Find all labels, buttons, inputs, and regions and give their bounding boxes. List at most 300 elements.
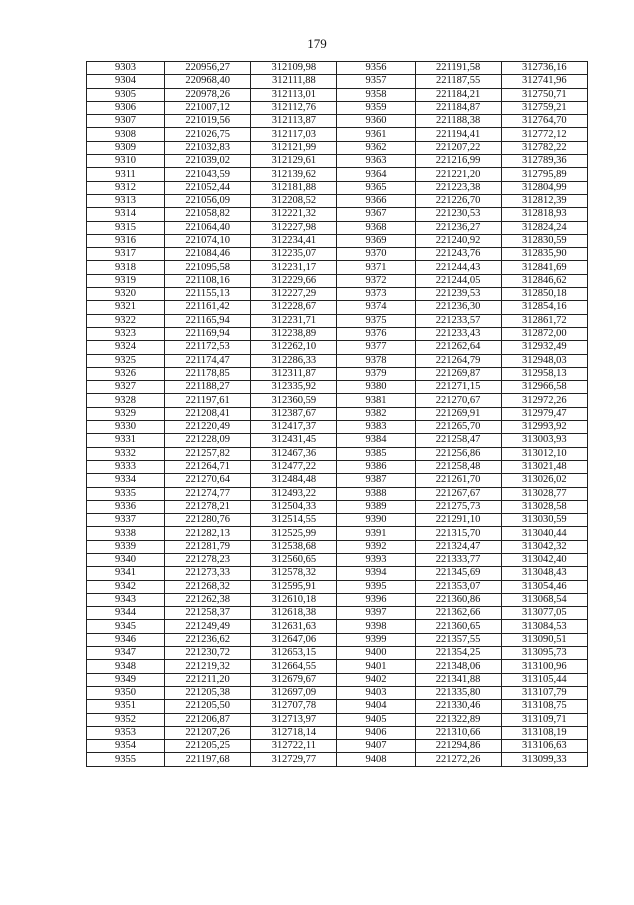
left-y-coordinate-cell: 312121,99 bbox=[251, 141, 337, 154]
table-row bbox=[87, 647, 588, 660]
right-point-number-cell: 9408 bbox=[337, 753, 415, 766]
table-row bbox=[87, 354, 588, 367]
right-point-number-cell: 9391 bbox=[337, 527, 415, 540]
right-point-number-cell: 9368 bbox=[337, 221, 415, 234]
table-row bbox=[87, 115, 588, 128]
right-point-number-cell: 9376 bbox=[337, 327, 415, 340]
right-point-number-cell: 9359 bbox=[337, 101, 415, 114]
left-x-coordinate-cell: 221257,82 bbox=[165, 447, 251, 460]
left-point-number-cell: 9307 bbox=[87, 115, 165, 128]
left-point-number-cell: 9313 bbox=[87, 194, 165, 207]
right-y-coordinate-cell: 313068,54 bbox=[501, 593, 587, 606]
left-x-coordinate-cell: 221278,21 bbox=[165, 500, 251, 513]
left-point-number-cell: 9346 bbox=[87, 633, 165, 646]
right-y-coordinate-cell: 312772,12 bbox=[501, 128, 587, 141]
right-point-number-cell: 9397 bbox=[337, 607, 415, 620]
table-row bbox=[87, 327, 588, 340]
left-x-coordinate-cell: 221205,50 bbox=[165, 700, 251, 713]
table-row bbox=[87, 434, 588, 447]
right-point-number-cell: 9366 bbox=[337, 194, 415, 207]
left-y-coordinate-cell: 312238,89 bbox=[251, 327, 337, 340]
right-x-coordinate-cell: 221310,66 bbox=[415, 726, 501, 739]
left-y-coordinate-cell: 312484,48 bbox=[251, 474, 337, 487]
left-y-coordinate-cell: 312722,11 bbox=[251, 740, 337, 753]
table-row bbox=[87, 633, 588, 646]
right-y-coordinate-cell: 313100,96 bbox=[501, 660, 587, 673]
right-x-coordinate-cell: 221184,87 bbox=[415, 101, 501, 114]
right-x-coordinate-cell: 221265,70 bbox=[415, 421, 501, 434]
right-x-coordinate-cell: 221333,77 bbox=[415, 553, 501, 566]
left-x-coordinate-cell: 220968,40 bbox=[165, 75, 251, 88]
left-y-coordinate-cell: 312514,55 bbox=[251, 514, 337, 527]
left-x-coordinate-cell: 221052,44 bbox=[165, 181, 251, 194]
left-y-coordinate-cell: 312417,37 bbox=[251, 421, 337, 434]
left-point-number-cell: 9347 bbox=[87, 647, 165, 660]
left-y-coordinate-cell: 312493,22 bbox=[251, 487, 337, 500]
left-x-coordinate-cell: 221197,68 bbox=[165, 753, 251, 766]
left-point-number-cell: 9321 bbox=[87, 301, 165, 314]
left-x-coordinate-cell: 221058,82 bbox=[165, 208, 251, 221]
right-y-coordinate-cell: 312812,39 bbox=[501, 194, 587, 207]
right-x-coordinate-cell: 221236,30 bbox=[415, 301, 501, 314]
left-point-number-cell: 9333 bbox=[87, 460, 165, 473]
right-point-number-cell: 9363 bbox=[337, 155, 415, 168]
table-row bbox=[87, 301, 588, 314]
right-x-coordinate-cell: 221239,53 bbox=[415, 288, 501, 301]
table-row bbox=[87, 673, 588, 686]
table-row bbox=[87, 274, 588, 287]
table-row bbox=[87, 726, 588, 739]
left-y-coordinate-cell: 312109,98 bbox=[251, 62, 337, 75]
left-y-coordinate-cell: 312208,52 bbox=[251, 194, 337, 207]
left-x-coordinate-cell: 221207,26 bbox=[165, 726, 251, 739]
right-x-coordinate-cell: 221341,88 bbox=[415, 673, 501, 686]
right-point-number-cell: 9403 bbox=[337, 686, 415, 699]
left-y-coordinate-cell: 312129,61 bbox=[251, 155, 337, 168]
right-y-coordinate-cell: 312795,89 bbox=[501, 168, 587, 181]
right-y-coordinate-cell: 312846,62 bbox=[501, 274, 587, 287]
right-point-number-cell: 9387 bbox=[337, 474, 415, 487]
left-y-coordinate-cell: 312387,67 bbox=[251, 407, 337, 420]
table-row bbox=[87, 580, 588, 593]
right-y-coordinate-cell: 312841,69 bbox=[501, 261, 587, 274]
left-x-coordinate-cell: 221032,83 bbox=[165, 141, 251, 154]
left-x-coordinate-cell: 221039,02 bbox=[165, 155, 251, 168]
left-x-coordinate-cell: 221174,47 bbox=[165, 354, 251, 367]
table-row bbox=[87, 367, 588, 380]
right-x-coordinate-cell: 221236,27 bbox=[415, 221, 501, 234]
left-x-coordinate-cell: 221007,12 bbox=[165, 101, 251, 114]
right-y-coordinate-cell: 312830,59 bbox=[501, 234, 587, 247]
left-x-coordinate-cell: 221282,13 bbox=[165, 527, 251, 540]
left-y-coordinate-cell: 312697,09 bbox=[251, 686, 337, 699]
right-y-coordinate-cell: 312804,99 bbox=[501, 181, 587, 194]
left-y-coordinate-cell: 312227,29 bbox=[251, 288, 337, 301]
left-y-coordinate-cell: 312578,32 bbox=[251, 567, 337, 580]
right-point-number-cell: 9382 bbox=[337, 407, 415, 420]
left-point-number-cell: 9353 bbox=[87, 726, 165, 739]
right-point-number-cell: 9406 bbox=[337, 726, 415, 739]
left-point-number-cell: 9328 bbox=[87, 394, 165, 407]
right-x-coordinate-cell: 221244,05 bbox=[415, 274, 501, 287]
left-point-number-cell: 9318 bbox=[87, 261, 165, 274]
left-point-number-cell: 9344 bbox=[87, 607, 165, 620]
left-point-number-cell: 9326 bbox=[87, 367, 165, 380]
left-x-coordinate-cell: 221197,61 bbox=[165, 394, 251, 407]
right-y-coordinate-cell: 313105,44 bbox=[501, 673, 587, 686]
left-y-coordinate-cell: 312713,97 bbox=[251, 713, 337, 726]
table-row bbox=[87, 62, 588, 75]
left-y-coordinate-cell: 312477,22 bbox=[251, 460, 337, 473]
left-x-coordinate-cell: 221211,20 bbox=[165, 673, 251, 686]
right-y-coordinate-cell: 312854,16 bbox=[501, 301, 587, 314]
table-row bbox=[87, 686, 588, 699]
left-point-number-cell: 9309 bbox=[87, 141, 165, 154]
left-y-coordinate-cell: 312431,45 bbox=[251, 434, 337, 447]
table-row bbox=[87, 660, 588, 673]
right-x-coordinate-cell: 221216,99 bbox=[415, 155, 501, 168]
right-y-coordinate-cell: 312850,18 bbox=[501, 288, 587, 301]
left-y-coordinate-cell: 312560,65 bbox=[251, 553, 337, 566]
right-x-coordinate-cell: 221294,86 bbox=[415, 740, 501, 753]
right-y-coordinate-cell: 312861,72 bbox=[501, 314, 587, 327]
table-row bbox=[87, 553, 588, 566]
right-y-coordinate-cell: 312741,96 bbox=[501, 75, 587, 88]
left-x-coordinate-cell: 221249,49 bbox=[165, 620, 251, 633]
left-point-number-cell: 9330 bbox=[87, 421, 165, 434]
right-x-coordinate-cell: 221230,53 bbox=[415, 208, 501, 221]
right-y-coordinate-cell: 313028,58 bbox=[501, 500, 587, 513]
right-point-number-cell: 9401 bbox=[337, 660, 415, 673]
right-x-coordinate-cell: 221194,41 bbox=[415, 128, 501, 141]
right-y-coordinate-cell: 313077,05 bbox=[501, 607, 587, 620]
table-row bbox=[87, 460, 588, 473]
table-row bbox=[87, 753, 588, 766]
table-body bbox=[87, 62, 588, 767]
right-point-number-cell: 9360 bbox=[337, 115, 415, 128]
left-x-coordinate-cell: 221278,23 bbox=[165, 553, 251, 566]
left-y-coordinate-cell: 312335,92 bbox=[251, 381, 337, 394]
right-x-coordinate-cell: 221243,76 bbox=[415, 248, 501, 261]
table-row bbox=[87, 288, 588, 301]
left-point-number-cell: 9340 bbox=[87, 553, 165, 566]
right-point-number-cell: 9379 bbox=[337, 367, 415, 380]
right-x-coordinate-cell: 221348,06 bbox=[415, 660, 501, 673]
left-x-coordinate-cell: 221084,46 bbox=[165, 248, 251, 261]
left-point-number-cell: 9350 bbox=[87, 686, 165, 699]
right-y-coordinate-cell: 313108,19 bbox=[501, 726, 587, 739]
right-y-coordinate-cell: 313040,44 bbox=[501, 527, 587, 540]
table-row bbox=[87, 514, 588, 527]
right-point-number-cell: 9400 bbox=[337, 647, 415, 660]
right-x-coordinate-cell: 221233,43 bbox=[415, 327, 501, 340]
left-y-coordinate-cell: 312729,77 bbox=[251, 753, 337, 766]
table-row bbox=[87, 381, 588, 394]
right-y-coordinate-cell: 312818,93 bbox=[501, 208, 587, 221]
left-point-number-cell: 9335 bbox=[87, 487, 165, 500]
right-x-coordinate-cell: 221271,15 bbox=[415, 381, 501, 394]
left-x-coordinate-cell: 221169,94 bbox=[165, 327, 251, 340]
left-point-number-cell: 9324 bbox=[87, 341, 165, 354]
left-y-coordinate-cell: 312235,07 bbox=[251, 248, 337, 261]
coordinates-table bbox=[86, 61, 588, 767]
left-point-number-cell: 9303 bbox=[87, 62, 165, 75]
right-x-coordinate-cell: 221221,20 bbox=[415, 168, 501, 181]
right-y-coordinate-cell: 313028,77 bbox=[501, 487, 587, 500]
right-point-number-cell: 9377 bbox=[337, 341, 415, 354]
left-x-coordinate-cell: 221056,09 bbox=[165, 194, 251, 207]
left-x-coordinate-cell: 221208,41 bbox=[165, 407, 251, 420]
left-point-number-cell: 9325 bbox=[87, 354, 165, 367]
left-x-coordinate-cell: 220956,27 bbox=[165, 62, 251, 75]
left-point-number-cell: 9354 bbox=[87, 740, 165, 753]
left-y-coordinate-cell: 312229,66 bbox=[251, 274, 337, 287]
left-point-number-cell: 9329 bbox=[87, 407, 165, 420]
right-point-number-cell: 9407 bbox=[337, 740, 415, 753]
left-x-coordinate-cell: 220978,26 bbox=[165, 88, 251, 101]
right-x-coordinate-cell: 221207,22 bbox=[415, 141, 501, 154]
right-x-coordinate-cell: 221360,86 bbox=[415, 593, 501, 606]
right-point-number-cell: 9365 bbox=[337, 181, 415, 194]
left-point-number-cell: 9332 bbox=[87, 447, 165, 460]
left-x-coordinate-cell: 221161,42 bbox=[165, 301, 251, 314]
table-row bbox=[87, 447, 588, 460]
left-y-coordinate-cell: 312221,32 bbox=[251, 208, 337, 221]
left-point-number-cell: 9336 bbox=[87, 500, 165, 513]
table-row bbox=[87, 128, 588, 141]
left-y-coordinate-cell: 312112,76 bbox=[251, 101, 337, 114]
right-point-number-cell: 9361 bbox=[337, 128, 415, 141]
left-point-number-cell: 9351 bbox=[87, 700, 165, 713]
left-x-coordinate-cell: 221026,75 bbox=[165, 128, 251, 141]
left-y-coordinate-cell: 312111,88 bbox=[251, 75, 337, 88]
left-x-coordinate-cell: 221206,87 bbox=[165, 713, 251, 726]
right-y-coordinate-cell: 312966,58 bbox=[501, 381, 587, 394]
left-x-coordinate-cell: 221108,16 bbox=[165, 274, 251, 287]
right-point-number-cell: 9385 bbox=[337, 447, 415, 460]
left-x-coordinate-cell: 221274,77 bbox=[165, 487, 251, 500]
right-y-coordinate-cell: 313084,53 bbox=[501, 620, 587, 633]
table-row bbox=[87, 620, 588, 633]
table-row bbox=[87, 527, 588, 540]
right-y-coordinate-cell: 313109,71 bbox=[501, 713, 587, 726]
right-x-coordinate-cell: 221240,92 bbox=[415, 234, 501, 247]
table-row bbox=[87, 101, 588, 114]
left-y-coordinate-cell: 312228,67 bbox=[251, 301, 337, 314]
table-row bbox=[87, 314, 588, 327]
right-x-coordinate-cell: 221184,21 bbox=[415, 88, 501, 101]
right-point-number-cell: 9362 bbox=[337, 141, 415, 154]
table-row bbox=[87, 141, 588, 154]
left-point-number-cell: 9306 bbox=[87, 101, 165, 114]
left-y-coordinate-cell: 312664,55 bbox=[251, 660, 337, 673]
table-row bbox=[87, 593, 588, 606]
right-y-coordinate-cell: 313108,75 bbox=[501, 700, 587, 713]
left-y-coordinate-cell: 312538,68 bbox=[251, 540, 337, 553]
table-row bbox=[87, 487, 588, 500]
left-x-coordinate-cell: 221095,58 bbox=[165, 261, 251, 274]
left-x-coordinate-cell: 221064,40 bbox=[165, 221, 251, 234]
left-y-coordinate-cell: 312117,03 bbox=[251, 128, 337, 141]
left-x-coordinate-cell: 221236,62 bbox=[165, 633, 251, 646]
left-point-number-cell: 9349 bbox=[87, 673, 165, 686]
table-row bbox=[87, 421, 588, 434]
left-y-coordinate-cell: 312679,67 bbox=[251, 673, 337, 686]
left-point-number-cell: 9311 bbox=[87, 168, 165, 181]
table-row bbox=[87, 500, 588, 513]
right-point-number-cell: 9396 bbox=[337, 593, 415, 606]
right-point-number-cell: 9371 bbox=[337, 261, 415, 274]
right-point-number-cell: 9394 bbox=[337, 567, 415, 580]
right-y-coordinate-cell: 313030,59 bbox=[501, 514, 587, 527]
right-y-coordinate-cell: 313090,51 bbox=[501, 633, 587, 646]
right-x-coordinate-cell: 221256,86 bbox=[415, 447, 501, 460]
left-y-coordinate-cell: 312113,01 bbox=[251, 88, 337, 101]
left-y-coordinate-cell: 312595,91 bbox=[251, 580, 337, 593]
right-point-number-cell: 9375 bbox=[337, 314, 415, 327]
left-point-number-cell: 9310 bbox=[87, 155, 165, 168]
right-x-coordinate-cell: 221335,80 bbox=[415, 686, 501, 699]
right-y-coordinate-cell: 312782,22 bbox=[501, 141, 587, 154]
left-x-coordinate-cell: 221268,32 bbox=[165, 580, 251, 593]
right-point-number-cell: 9369 bbox=[337, 234, 415, 247]
right-x-coordinate-cell: 221264,79 bbox=[415, 354, 501, 367]
right-point-number-cell: 9402 bbox=[337, 673, 415, 686]
left-y-coordinate-cell: 312311,87 bbox=[251, 367, 337, 380]
table-row bbox=[87, 75, 588, 88]
left-point-number-cell: 9343 bbox=[87, 593, 165, 606]
right-y-coordinate-cell: 313106,63 bbox=[501, 740, 587, 753]
left-x-coordinate-cell: 221262,38 bbox=[165, 593, 251, 606]
left-y-coordinate-cell: 312631,63 bbox=[251, 620, 337, 633]
left-point-number-cell: 9338 bbox=[87, 527, 165, 540]
left-point-number-cell: 9352 bbox=[87, 713, 165, 726]
right-point-number-cell: 9372 bbox=[337, 274, 415, 287]
right-x-coordinate-cell: 221360,65 bbox=[415, 620, 501, 633]
left-point-number-cell: 9342 bbox=[87, 580, 165, 593]
left-y-coordinate-cell: 312227,98 bbox=[251, 221, 337, 234]
left-point-number-cell: 9320 bbox=[87, 288, 165, 301]
right-point-number-cell: 9404 bbox=[337, 700, 415, 713]
table-row bbox=[87, 341, 588, 354]
right-y-coordinate-cell: 313042,32 bbox=[501, 540, 587, 553]
right-x-coordinate-cell: 221275,73 bbox=[415, 500, 501, 513]
right-point-number-cell: 9390 bbox=[337, 514, 415, 527]
left-point-number-cell: 9331 bbox=[87, 434, 165, 447]
table-row bbox=[87, 194, 588, 207]
left-x-coordinate-cell: 221205,25 bbox=[165, 740, 251, 753]
left-point-number-cell: 9339 bbox=[87, 540, 165, 553]
left-y-coordinate-cell: 312618,38 bbox=[251, 607, 337, 620]
left-y-coordinate-cell: 312504,33 bbox=[251, 500, 337, 513]
left-y-coordinate-cell: 312234,41 bbox=[251, 234, 337, 247]
table-row bbox=[87, 221, 588, 234]
left-x-coordinate-cell: 221074,10 bbox=[165, 234, 251, 247]
right-x-coordinate-cell: 221315,70 bbox=[415, 527, 501, 540]
right-point-number-cell: 9398 bbox=[337, 620, 415, 633]
table-row bbox=[87, 700, 588, 713]
left-point-number-cell: 9345 bbox=[87, 620, 165, 633]
right-y-coordinate-cell: 313048,43 bbox=[501, 567, 587, 580]
right-x-coordinate-cell: 221226,70 bbox=[415, 194, 501, 207]
right-y-coordinate-cell: 313003,93 bbox=[501, 434, 587, 447]
table-row bbox=[87, 540, 588, 553]
table-row bbox=[87, 88, 588, 101]
right-x-coordinate-cell: 221272,26 bbox=[415, 753, 501, 766]
table-row bbox=[87, 713, 588, 726]
left-y-coordinate-cell: 312707,78 bbox=[251, 700, 337, 713]
left-x-coordinate-cell: 221172,53 bbox=[165, 341, 251, 354]
right-y-coordinate-cell: 312958,13 bbox=[501, 367, 587, 380]
right-y-coordinate-cell: 312736,16 bbox=[501, 62, 587, 75]
right-y-coordinate-cell: 313012,10 bbox=[501, 447, 587, 460]
left-point-number-cell: 9322 bbox=[87, 314, 165, 327]
right-y-coordinate-cell: 312759,21 bbox=[501, 101, 587, 114]
table-row bbox=[87, 155, 588, 168]
right-y-coordinate-cell: 312932,49 bbox=[501, 341, 587, 354]
right-point-number-cell: 9380 bbox=[337, 381, 415, 394]
right-x-coordinate-cell: 221330,46 bbox=[415, 700, 501, 713]
left-x-coordinate-cell: 221270,64 bbox=[165, 474, 251, 487]
right-y-coordinate-cell: 313099,33 bbox=[501, 753, 587, 766]
right-point-number-cell: 9356 bbox=[337, 62, 415, 75]
left-point-number-cell: 9341 bbox=[87, 567, 165, 580]
right-x-coordinate-cell: 221191,58 bbox=[415, 62, 501, 75]
right-point-number-cell: 9384 bbox=[337, 434, 415, 447]
right-x-coordinate-cell: 221345,69 bbox=[415, 567, 501, 580]
left-x-coordinate-cell: 221281,79 bbox=[165, 540, 251, 553]
table-row bbox=[87, 394, 588, 407]
right-x-coordinate-cell: 221188,38 bbox=[415, 115, 501, 128]
left-y-coordinate-cell: 312286,33 bbox=[251, 354, 337, 367]
left-point-number-cell: 9312 bbox=[87, 181, 165, 194]
right-y-coordinate-cell: 312789,36 bbox=[501, 155, 587, 168]
left-x-coordinate-cell: 221228,09 bbox=[165, 434, 251, 447]
right-y-coordinate-cell: 312948,03 bbox=[501, 354, 587, 367]
right-point-number-cell: 9389 bbox=[337, 500, 415, 513]
right-y-coordinate-cell: 312764,70 bbox=[501, 115, 587, 128]
right-x-coordinate-cell: 221324,47 bbox=[415, 540, 501, 553]
table-row bbox=[87, 407, 588, 420]
left-point-number-cell: 9348 bbox=[87, 660, 165, 673]
right-y-coordinate-cell: 313021,48 bbox=[501, 460, 587, 473]
left-point-number-cell: 9323 bbox=[87, 327, 165, 340]
right-point-number-cell: 9381 bbox=[337, 394, 415, 407]
left-x-coordinate-cell: 221264,71 bbox=[165, 460, 251, 473]
right-point-number-cell: 9383 bbox=[337, 421, 415, 434]
left-y-coordinate-cell: 312360,59 bbox=[251, 394, 337, 407]
right-point-number-cell: 9378 bbox=[337, 354, 415, 367]
right-x-coordinate-cell: 221357,55 bbox=[415, 633, 501, 646]
table-row bbox=[87, 208, 588, 221]
left-x-coordinate-cell: 221043,59 bbox=[165, 168, 251, 181]
right-y-coordinate-cell: 313054,46 bbox=[501, 580, 587, 593]
table-row bbox=[87, 181, 588, 194]
right-x-coordinate-cell: 221233,57 bbox=[415, 314, 501, 327]
right-point-number-cell: 9364 bbox=[337, 168, 415, 181]
right-point-number-cell: 9358 bbox=[337, 88, 415, 101]
right-point-number-cell: 9370 bbox=[337, 248, 415, 261]
right-y-coordinate-cell: 312835,90 bbox=[501, 248, 587, 261]
right-y-coordinate-cell: 312979,47 bbox=[501, 407, 587, 420]
right-point-number-cell: 9405 bbox=[337, 713, 415, 726]
right-point-number-cell: 9392 bbox=[337, 540, 415, 553]
page-number: 179 bbox=[307, 36, 327, 51]
right-x-coordinate-cell: 221261,70 bbox=[415, 474, 501, 487]
left-y-coordinate-cell: 312647,06 bbox=[251, 633, 337, 646]
left-point-number-cell: 9316 bbox=[87, 234, 165, 247]
right-y-coordinate-cell: 312750,71 bbox=[501, 88, 587, 101]
